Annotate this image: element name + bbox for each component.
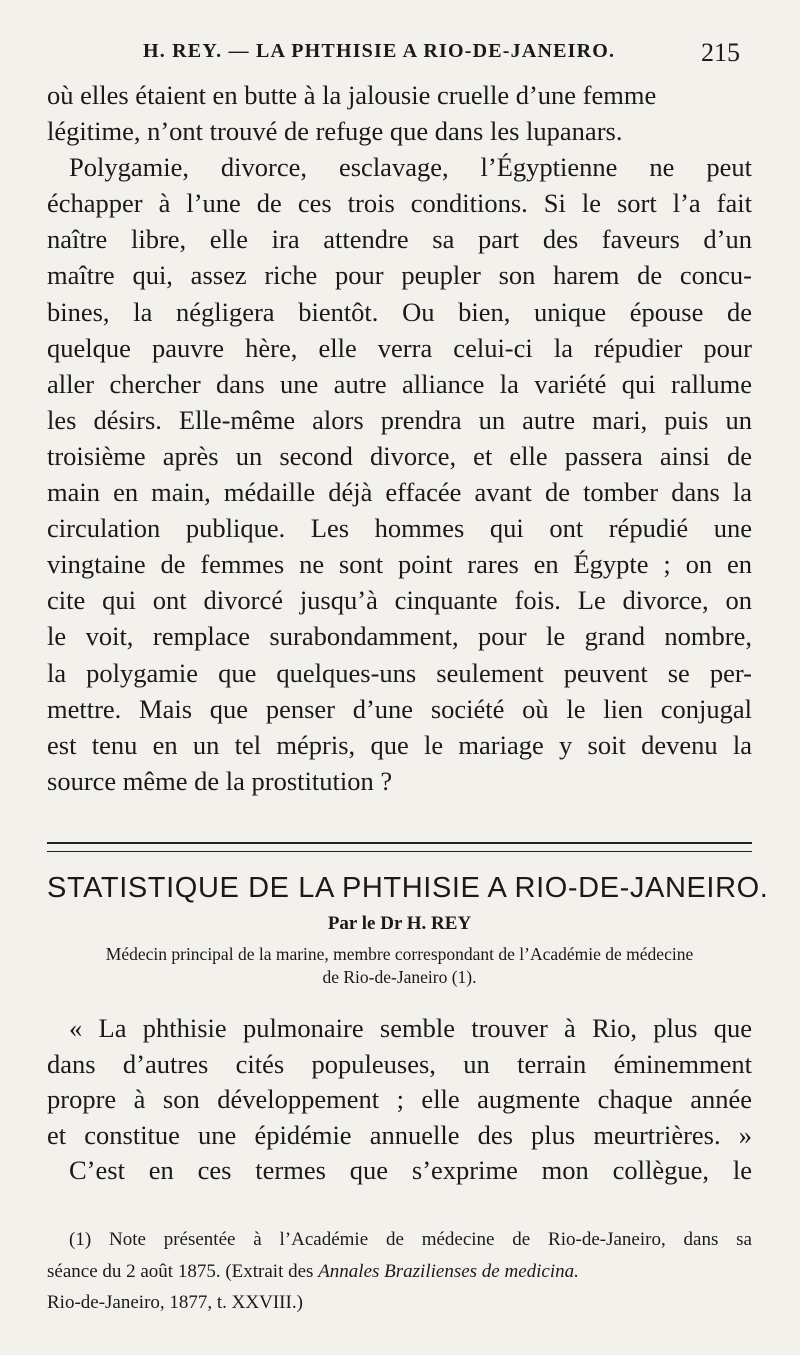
footnote-line: (1) Note présentée à l’Académie de médecine de Rio-de-Janeiro, dans sa bbox=[69, 1229, 752, 1250]
text-line: bines, la négligera bientôt. Ou bien, unique épouse de bbox=[47, 296, 752, 327]
footnote-line bbox=[47, 1256, 752, 1288]
author-affiliation bbox=[47, 943, 752, 989]
text-line: dans d’autres cités populeuses, un terrain éminemment bbox=[47, 1048, 752, 1079]
text-line: et constitue une épidémie annuelle des plus meurtrières. » bbox=[47, 1119, 752, 1150]
text-line: propre à son développement ; elle augmente chaque année bbox=[47, 1084, 752, 1114]
section-divider bbox=[47, 842, 752, 852]
text-line: main en main, médaille déjà effacée avant de tomber dans la bbox=[47, 477, 752, 508]
text-line: légitime, n’ont trouvé de refuge que dans les lupanars. bbox=[47, 116, 623, 147]
text-line: source même de la prostitution ? bbox=[47, 765, 393, 796]
text-line: C’est en ces termes que s’exprime mon collègue, le bbox=[69, 1155, 752, 1185]
text-line: quelque pauvre hère, elle verra celui-ci la répudier pour bbox=[47, 332, 752, 363]
text-line: circulation publique. Les hommes qui ont répudié une bbox=[47, 513, 752, 544]
page-number: 215 bbox=[701, 38, 740, 67]
text-line: « La phthisie pulmonaire semble trouver à Rio, plus que bbox=[69, 1013, 752, 1043]
article-title: STATISTIQUE DE LA PHTHISIE A RIO-DE-JANEIRO. bbox=[47, 872, 769, 904]
article-body bbox=[47, 1011, 752, 1189]
article-byline: Par le Dr H. REY bbox=[327, 913, 472, 934]
text-line: est tenu en un tel mépris, que le mariage y soit devenu la bbox=[47, 729, 752, 760]
affiliation-line: Médecin principal de la marine, membre correspondant de l’Académie de médecine bbox=[105, 944, 694, 964]
text-line: troisième après un second divorce, et elle passera ainsi de bbox=[47, 440, 752, 471]
text-line: cite qui ont divorcé jusqu’à cinquante fois. Le divorce, on bbox=[47, 585, 752, 616]
body-paragraphs bbox=[47, 77, 752, 799]
text-line: échapper à l’une de ces trois conditions. Si le sort l’a fait bbox=[47, 188, 752, 219]
text-line: le voit, remplace surabondamment, pour le grand nombre, bbox=[47, 621, 752, 652]
footnote-line: Rio-de-Janeiro, 1877, t. XXVIII.) bbox=[47, 1292, 303, 1313]
running-head bbox=[48, 38, 752, 74]
text-line: où elles étaient en butte à la jalousie cruelle d’une femme bbox=[47, 80, 657, 110]
text-line: la polygamie que quelques-uns seulement peuvent se per- bbox=[47, 657, 752, 688]
text-line: vingtaine de femmes ne sont point rares en Égypte ; on en bbox=[47, 549, 752, 580]
running-title: H. REY. — LA PHTHISIE A RIO-DE-JANEIRO. bbox=[143, 40, 616, 62]
footnote bbox=[47, 1224, 752, 1319]
affiliation-line: de Rio-de-Janeiro (1). bbox=[322, 967, 477, 987]
text-line: Polygamie, divorce, esclavage, l’Égyptienne ne peut bbox=[69, 152, 752, 183]
text-line: aller chercher dans une autre alliance la variété qui rallume bbox=[47, 368, 752, 399]
text-line: mettre. Mais que penser d’une société où le lien conjugal bbox=[47, 693, 752, 724]
footnote-journal-title: Annales Brazilienses de medicina. bbox=[318, 1260, 579, 1282]
text-line: naître libre, elle ira attendre sa part des faveurs d’un bbox=[47, 224, 752, 255]
text-line: les désirs. Elle-même alors prendra un autre mari, puis un bbox=[47, 404, 752, 435]
footnote-text: séance du 2 août 1875. (Extrait des bbox=[47, 1260, 319, 1282]
text-line: maître qui, assez riche pour peupler son harem de concu- bbox=[47, 260, 752, 291]
